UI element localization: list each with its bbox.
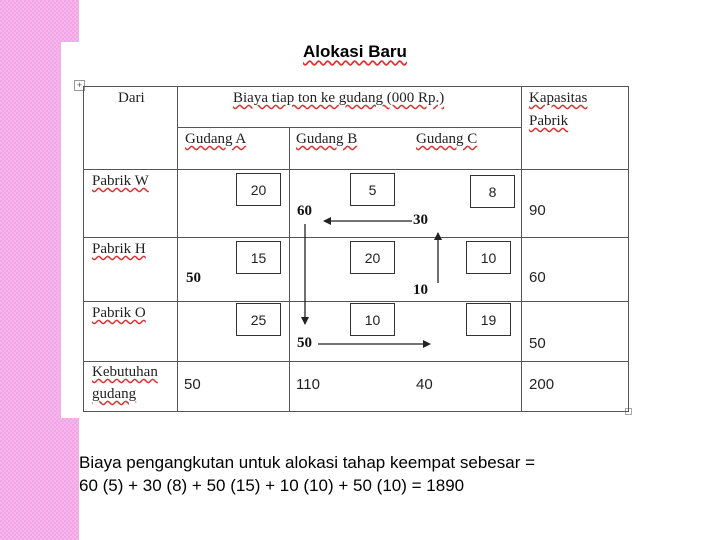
header-kapasitas-line1: Kapasitas [529, 90, 588, 106]
row-label-kebutuhan-line1: Kebutuhan [92, 364, 158, 380]
cell-kebutuhan-total [522, 362, 629, 412]
kebutuhan-b: 110 [296, 376, 320, 393]
cell-h-kapasitas [522, 238, 629, 302]
cost-summary-text [79, 451, 699, 497]
kebutuhan-a: 50 [184, 376, 201, 393]
header-kapasitas-cell [522, 87, 629, 170]
cell-w-kapasitas [522, 170, 629, 238]
cost-box: 20 [350, 241, 395, 274]
row-label-cell [84, 302, 178, 362]
cost-summary-line1: Biaya pengangkutan untuk alokasi tahap keempat sebesar = [79, 453, 536, 472]
cost-box: 20 [236, 173, 281, 206]
allocation-value: 50 [297, 335, 312, 351]
allocation-value: 10 [413, 282, 428, 298]
cost-box: 10 [350, 303, 395, 336]
header-dari-cell [84, 87, 178, 170]
cost-box: 15 [236, 241, 281, 274]
kebutuhan-total: 200 [529, 376, 555, 393]
cell-kebutuhan-a [178, 362, 290, 412]
header-gudang-a-cell [178, 128, 290, 170]
slide-title: Alokasi Baru [303, 42, 407, 61]
kapasitas-value: 60 [529, 269, 546, 286]
kapasitas-value: 50 [529, 335, 546, 352]
row-label-cell [84, 362, 178, 412]
row-label-pabrik-w: Pabrik W [92, 173, 149, 189]
allocation-value: 50 [186, 270, 201, 286]
allocation-value: 30 [413, 212, 428, 228]
header-biaya-cell [178, 87, 522, 128]
header-gudang-a: Gudang A [185, 131, 247, 147]
cost-box: 19 [466, 303, 511, 336]
row-label-kebutuhan-line2: gudang [92, 386, 137, 402]
header-gudang-b: Gudang B [296, 131, 358, 147]
row-label-cell [84, 170, 178, 238]
cost-box: 8 [470, 175, 515, 208]
row-label-cell [84, 238, 178, 302]
row-label-pabrik-o: Pabrik O [92, 305, 146, 321]
row-label-pabrik-h: Pabrik H [92, 241, 146, 257]
kapasitas-value: 90 [529, 202, 546, 219]
cost-box: 5 [350, 173, 395, 206]
header-dari: Dari [118, 90, 145, 106]
header-gudang-c: Gudang C [416, 131, 478, 147]
table-move-handle-icon[interactable]: + [74, 80, 85, 91]
cost-summary-line2: 60 (5) + 30 (8) + 50 (15) + 10 (10) + 50 (10) = 1890 [79, 476, 465, 495]
slide-margin [61, 42, 79, 418]
cell-o-kapasitas [522, 302, 629, 362]
header-biaya: Biaya tiap ton ke gudang (000 Rp.) [233, 90, 445, 106]
allocation-value: 60 [297, 203, 312, 219]
cell-kebutuhan-bc [290, 362, 522, 412]
cost-box: 10 [466, 241, 511, 274]
kebutuhan-c: 40 [416, 376, 433, 393]
header-gudang-bc-cell [290, 128, 522, 170]
cost-box: 25 [236, 303, 281, 336]
header-kapasitas-line2: Pabrik [529, 113, 569, 129]
